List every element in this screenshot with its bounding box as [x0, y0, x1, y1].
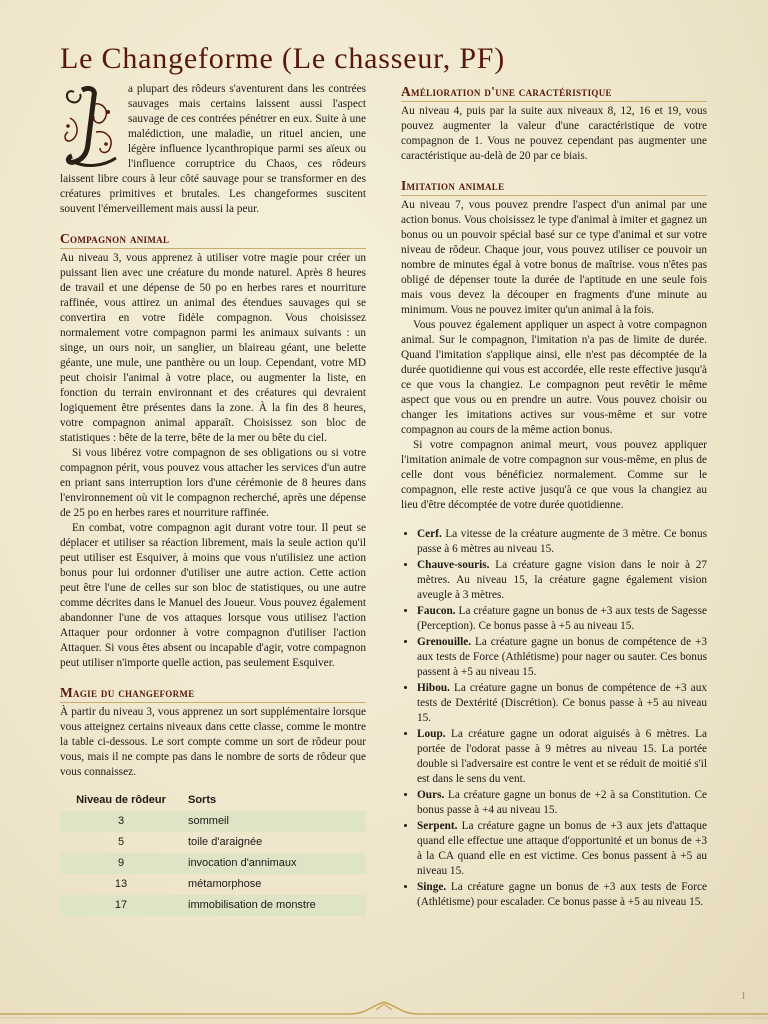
intro-paragraph: a plupart des rôdeurs s'aventurent dans les contrées sauvages mais certains laissent aussi l'aspect sauvage de ces contrées pénétrer en eux. Suite à une malédiction, une maladie, un rituel ancien, une légère influence lycanthropique parmi ses aïeux ou l'influence corruptrice du Chaos, ces rôdeurs laissent libre cours à leur côté sauvage pour se transformer en des créatures primitives et brutales. Les changeformes suscitent souvent l'émerveillement mais aussi la peur. — [60, 83, 366, 215]
table-header-spells: Sorts — [188, 794, 217, 806]
compagnon-paragraph-1: Au niveau 3, vous apprenez à utiliser votre magie pour créer un puissant lien avec une créature du monde naturel. Après 8 heures de travail et une dépense de 50 po en herbes rares et nourriture raffinée, vous attirez un animal des étendues sauvages qui se convertira en votre fidèle compagnon. Vous choisissez normalement votre compagnon parmi les animaux suivants : un singe, un ours noir, un sanglier, un blaireau géant, une belette géante, une mule, une panthère ou un loup. Cependant, votre MD peut choisir l'animal à votre place, ou augmenter la liste, en fonction du terrain environnant et des créatures qui devraient logiquement être présentes dans la zone. À la fin des 8 heures, votre compagnon animal apparaît. Choisissez son bloc de statistiques : bête de la terre, bête de la mer ou bête du ciel. — [60, 252, 366, 444]
table-row — [60, 874, 366, 895]
list-item-name: Chauve-souris. — [417, 559, 490, 571]
table-cell-spell: métamorphose — [188, 878, 262, 890]
table-row — [60, 853, 366, 874]
table-cell-spell: sommeil — [182, 811, 366, 832]
list-item — [417, 880, 707, 910]
compagnon-paragraph-3: En combat, votre compagnon agit durant votre tour. Il peut se déplacer et utiliser sa réaction librement, mais la seule action qu'il peut utiliser est Esquiver, à moins que vous n'utilisiez une action bonus pour lui ordonner d'utiliser une autre action. Cette action peut être l'une de celles sur son bloc de statistiques, ou une autre comme décrites dans le Manuel des Joueur. Vous pouvez également abandonner l'une de vos attaques lorsque vous utilisez l'action Attaquer pour ordonner à votre compagnon d'utiliser l'action Attaquer. Si vous êtes absent ou incapable d'agir, votre compagnon peut utiliser n'importe quelle action, pas seulement Esquiver. — [60, 522, 366, 669]
table-cell-spell: toile d'araignée — [188, 836, 263, 848]
list-item-text: La créature gagne vision dans le noir à 27 mètres. Au niveau 15, la créature gagne également vision aveugle à 3 mètres. — [417, 559, 707, 601]
imitation-paragraph-2: Vous pouvez également appliquer un aspect à votre compagnon animal. Sur le compagnon, l'imitation n'a pas de limite de durée. Quand l'imitation s'applique ainsi, elle n'est pas décomptée de la durée quotidienne qui vous est accordée, elle reste effective jusqu'à ce que vous la changiez. Le compagnon peut revêtir le même aspect que vous ou en prendre un autre. Vous pouvez choisir ou changer les imitations actives sur vous-même et sur votre compagnon au cours de la même action bonus. — [401, 319, 707, 436]
left-column — [60, 82, 366, 916]
table-row — [60, 811, 366, 832]
list-item-name: Singe. — [417, 881, 447, 893]
list-item — [417, 819, 707, 879]
list-item-name: Grenouille. — [417, 636, 472, 648]
list-item — [417, 604, 707, 634]
animal-aspect-list — [401, 527, 707, 910]
list-item-text: La créature gagne un bonus de +3 aux tests de Force (Athlétisme) pour escalader. Ce bonus passe à +5 au niveau 15. — [417, 881, 707, 908]
compagnon-paragraph-2: Si vous libérez votre compagnon de ses obligations ou si votre compagnon périt, vous pouvez vous attacher les services d'un autre en priant sans interruption lors d'une cérémonie de 8 heures dans l'environnement où vit le compagnon recherché, après une dépense de 25 po en herbes rares et nourriture raffinée. — [60, 447, 366, 519]
table-cell-level: 3 — [60, 811, 182, 832]
list-item — [417, 558, 707, 603]
list-item-name: Ours. — [417, 789, 445, 801]
imitation-paragraph-3: Si votre compagnon animal meurt, vous pouvez appliquer l'imitation animale de votre compagnon sur vous-même, en plus de celle dont vous bénéficiez normalement. Comme sur le compagnon, elle reste active jusqu'à ce que vous la changiez au lieu d'être décomptée de votre durée quotidienne. — [401, 439, 707, 511]
imitation-heading: Imitation animale — [401, 178, 707, 196]
list-item-name: Cerf. — [417, 528, 442, 540]
footer-ornament-icon — [0, 984, 768, 1024]
table-cell-level: 9 — [60, 853, 182, 874]
right-column — [401, 82, 707, 911]
table-cell-level: 5 — [117, 836, 125, 848]
magie-paragraph: À partir du niveau 3, vous apprenez un sort supplémentaire lorsque vous atteignez certains niveaux dans cette classe, comme le montre la table ci-dessous. Le sort compte comme un sort de rôdeur pour vous, mais il ne compte pas dans le nombre de sorts de rôdeur que vous connaissez. — [60, 706, 366, 778]
dropcap-l-icon — [60, 82, 122, 172]
table-cell-level: 17 — [60, 895, 182, 916]
amelioration-paragraph: Au niveau 4, puis par la suite aux niveaux 8, 12, 16 et 19, vous pouvez augmenter la valeur d'une caractéristique de votre compagnon de 1. Vous ne pouvez cependant pas augmenter une caractéristique au-delà de 20 par ce biais. — [401, 105, 707, 162]
imitation-paragraph-1: Au niveau 7, vous pouvez prendre l'aspect d'un animal par une action bonus. Vous choisissez le type d'animal à imiter et gagnez un bonus ou un pouvoir spécial basé sur ce type d'animal et sur votre niveau de rôdeur. Chaque jour, vous pouvez utiliser ce pouvoir un nombre de minutes égal à votre bonus de maîtrise. vous n'êtes pas obligé de dépenser toute la durée de l'aptitude en une seule fois mais vous devez la découper en fragments d'une minute au minimum. Vous ne pouvez imiter qu'un animal à la fois. — [401, 199, 707, 316]
table-row — [60, 832, 366, 853]
list-item-name: Faucon. — [417, 605, 456, 617]
list-item — [417, 788, 707, 818]
page-number: 1 — [741, 991, 746, 1002]
magie-heading: Magie du changeforme — [60, 685, 366, 703]
list-item — [417, 681, 707, 726]
list-item-text: La créature gagne un bonus de compétence de +3 aux tests de Force (Athlétisme) pour nager ou sauter. Ces bonus passent à +5 au niveau 15. — [417, 636, 707, 678]
amelioration-heading: Amélioration d'une caractéristique — [401, 84, 707, 102]
list-item-name: Loup. — [417, 728, 446, 740]
table-header-level: Niveau de rôdeur — [76, 794, 166, 806]
table-cell-level: 13 — [114, 878, 128, 890]
compagnon-heading: Compagnon animal — [60, 231, 366, 249]
page-title: Le Changeforme (Le chasseur, PF) — [60, 42, 506, 75]
list-item-text: La créature gagne un odorat aiguisés à 6 mètres. La portée de l'odorat passe à 9 mètres au niveau 15. La portée double si l'adversaire est contre le vent et se réduit de moitié s'il est dans le sens du vent. — [417, 728, 707, 785]
table-cell-spell: immobilisation de monstre — [182, 895, 366, 916]
dropcap-ornament — [60, 82, 122, 172]
table-cell-spell: invocation d'annimaux — [182, 853, 366, 874]
list-item-name: Hibou. — [417, 682, 450, 694]
list-item-text: La vitesse de la créature augmente de 3 mètre. Ce bonus passe à 6 mètres au niveau 15. — [417, 528, 707, 555]
list-item-text: La créature gagne un bonus de +2 à sa Constitution. Ce bonus passe à +4 au niveau 15. — [417, 789, 707, 816]
spell-table — [60, 790, 366, 916]
list-item-name: Serpent. — [417, 820, 458, 832]
list-item — [417, 527, 707, 557]
list-item — [417, 727, 707, 787]
list-item-text: La créature gagne un bonus de +3 aux tests de Sagesse (Perception). Ce bonus passe à +5 au niveau 15. — [417, 605, 707, 632]
table-row — [60, 895, 366, 916]
list-item-text: La créature gagne un bonus de compétence de +3 aux tests de Dextérité (Discrétion). Ce bonus passe à +5 au niveau 15. — [417, 682, 707, 724]
list-item — [417, 635, 707, 680]
list-item-text: La créature gagne un bonus de +3 aux jets d'attaque quand elle effectue une attaque d'opportunité et un bonus de +3 à la CA quand elle en est victime. Ces bonus passent à +5 au niveau 15. — [417, 820, 707, 877]
